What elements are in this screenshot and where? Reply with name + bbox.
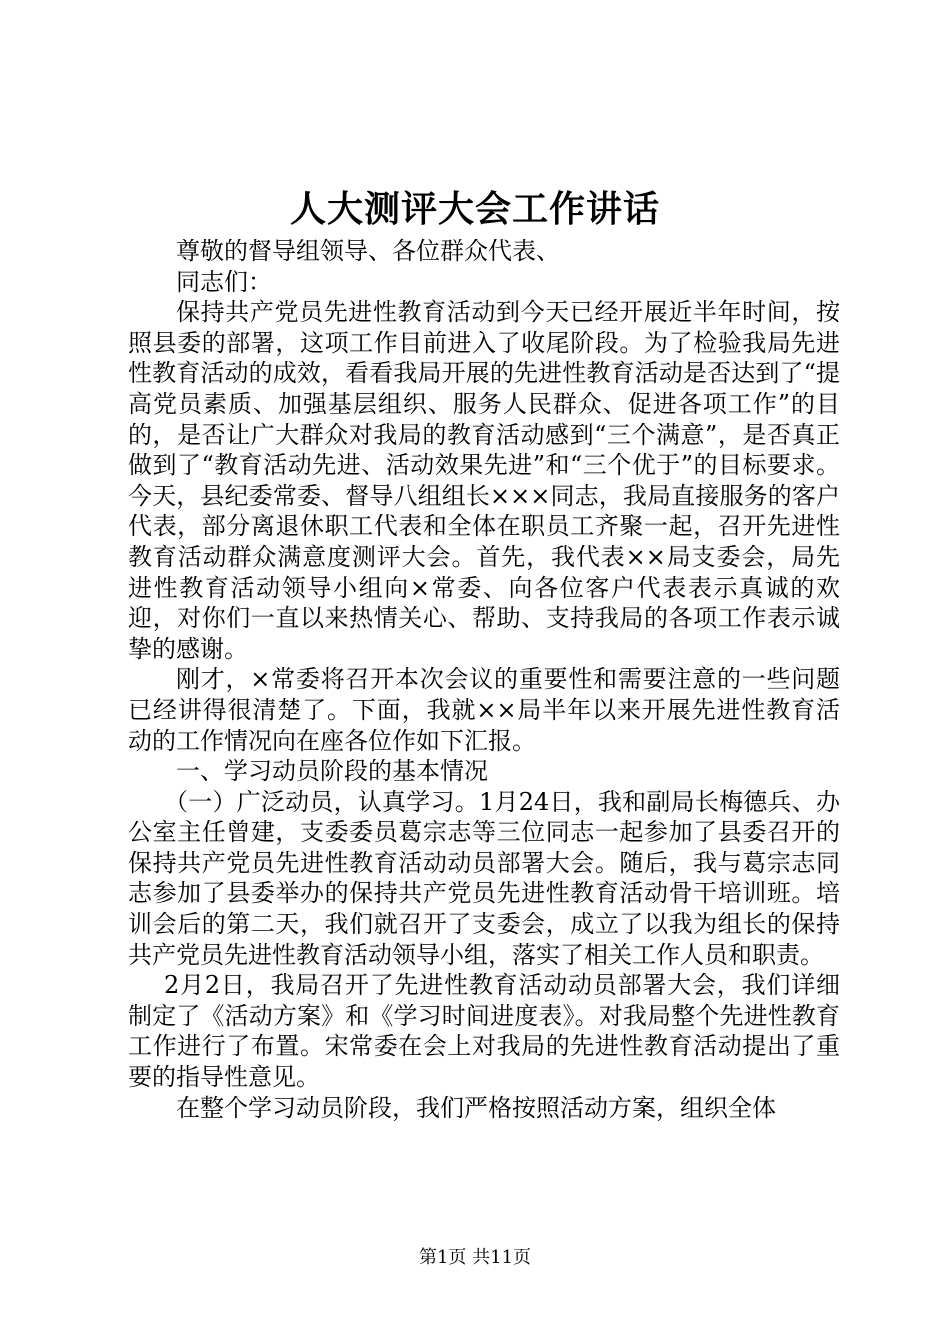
page-number-footer: 第1页 共11页 <box>418 1247 532 1268</box>
document-title: 人大测评大会工作讲话 <box>289 188 660 230</box>
salutation-line-2: 同志们： <box>176 267 272 296</box>
body-paragraph-3: （一）广泛动员，认真学习。1月24日，我和副局长梅德兵、办公室主任曾建，支委委员葛宗志等三位同志一起参加了县委召开的保持共产党员先进性教育活动动员部署大会。随后，我与葛宗志同志参加了县委举办的保持共产党员先进性教育活动骨干培训班。培训会后的第二天，我们就召开了支委会，成立了以我为组长的保持共产党员先进性教育活动领导小组，落实了相关工作人员和职责。 <box>128 787 840 969</box>
body-paragraph-1: 保持共产党员先进性教育活动到今天已经开展近半年时间，按照县委的部署，这项工作目前进入了收尾阶段。为了检验我局先进性教育活动的成效，看看我局开展的先进性教育活动是否达到了“提高党员素质、加强基层组织、服务人民群众、促进各项工作”的目的，是否让广大群众对我局的教育活动感到“三个满意”，是否真正做到了“教育活动先进、活动效果先进”和“三个优于”的目标要求。今天，县纪委常委、督导八组组长×××同志，我局直接服务的客户代表，部分离退休职工代表和全体在职员工齐聚一起，召开先进性教育活动群众满意度测评大会。首先，我代表××局支委会，局先进性教育活动领导小组向×常委、向各位客户代表表示真诚的欢迎，对你们一直以来热情关心、帮助、支持我局的各项工作表示诚挚的感谢。 <box>128 298 840 663</box>
body-paragraph-2: 刚才，×常委将召开本次会议的重要性和需要注意的一些问题已经讲得很清楚了。下面，我就××局半年以来开展先进性教育活动的工作情况向在座各位作如下汇报。 <box>128 665 840 755</box>
document-body <box>128 236 840 1123</box>
body-paragraph-4: 2月2日，我局召开了先进性教育活动动员部署大会，我们详细制定了《活动方案》和《学习时间进度表》。对我局整个先进性教育工作进行了布置。宋常委在会上对我局的先进性教育活动提出了重要的指导性意见。 <box>128 971 840 1092</box>
section-heading-1: 一、学习动员阶段的基本情况 <box>176 757 488 786</box>
body-paragraph-5: 在整个学习动员阶段，我们严格按照活动方案，组织全体 <box>176 1093 776 1122</box>
salutation-line-1: 尊敬的督导组领导、各位群众代表、 <box>176 237 560 265</box>
